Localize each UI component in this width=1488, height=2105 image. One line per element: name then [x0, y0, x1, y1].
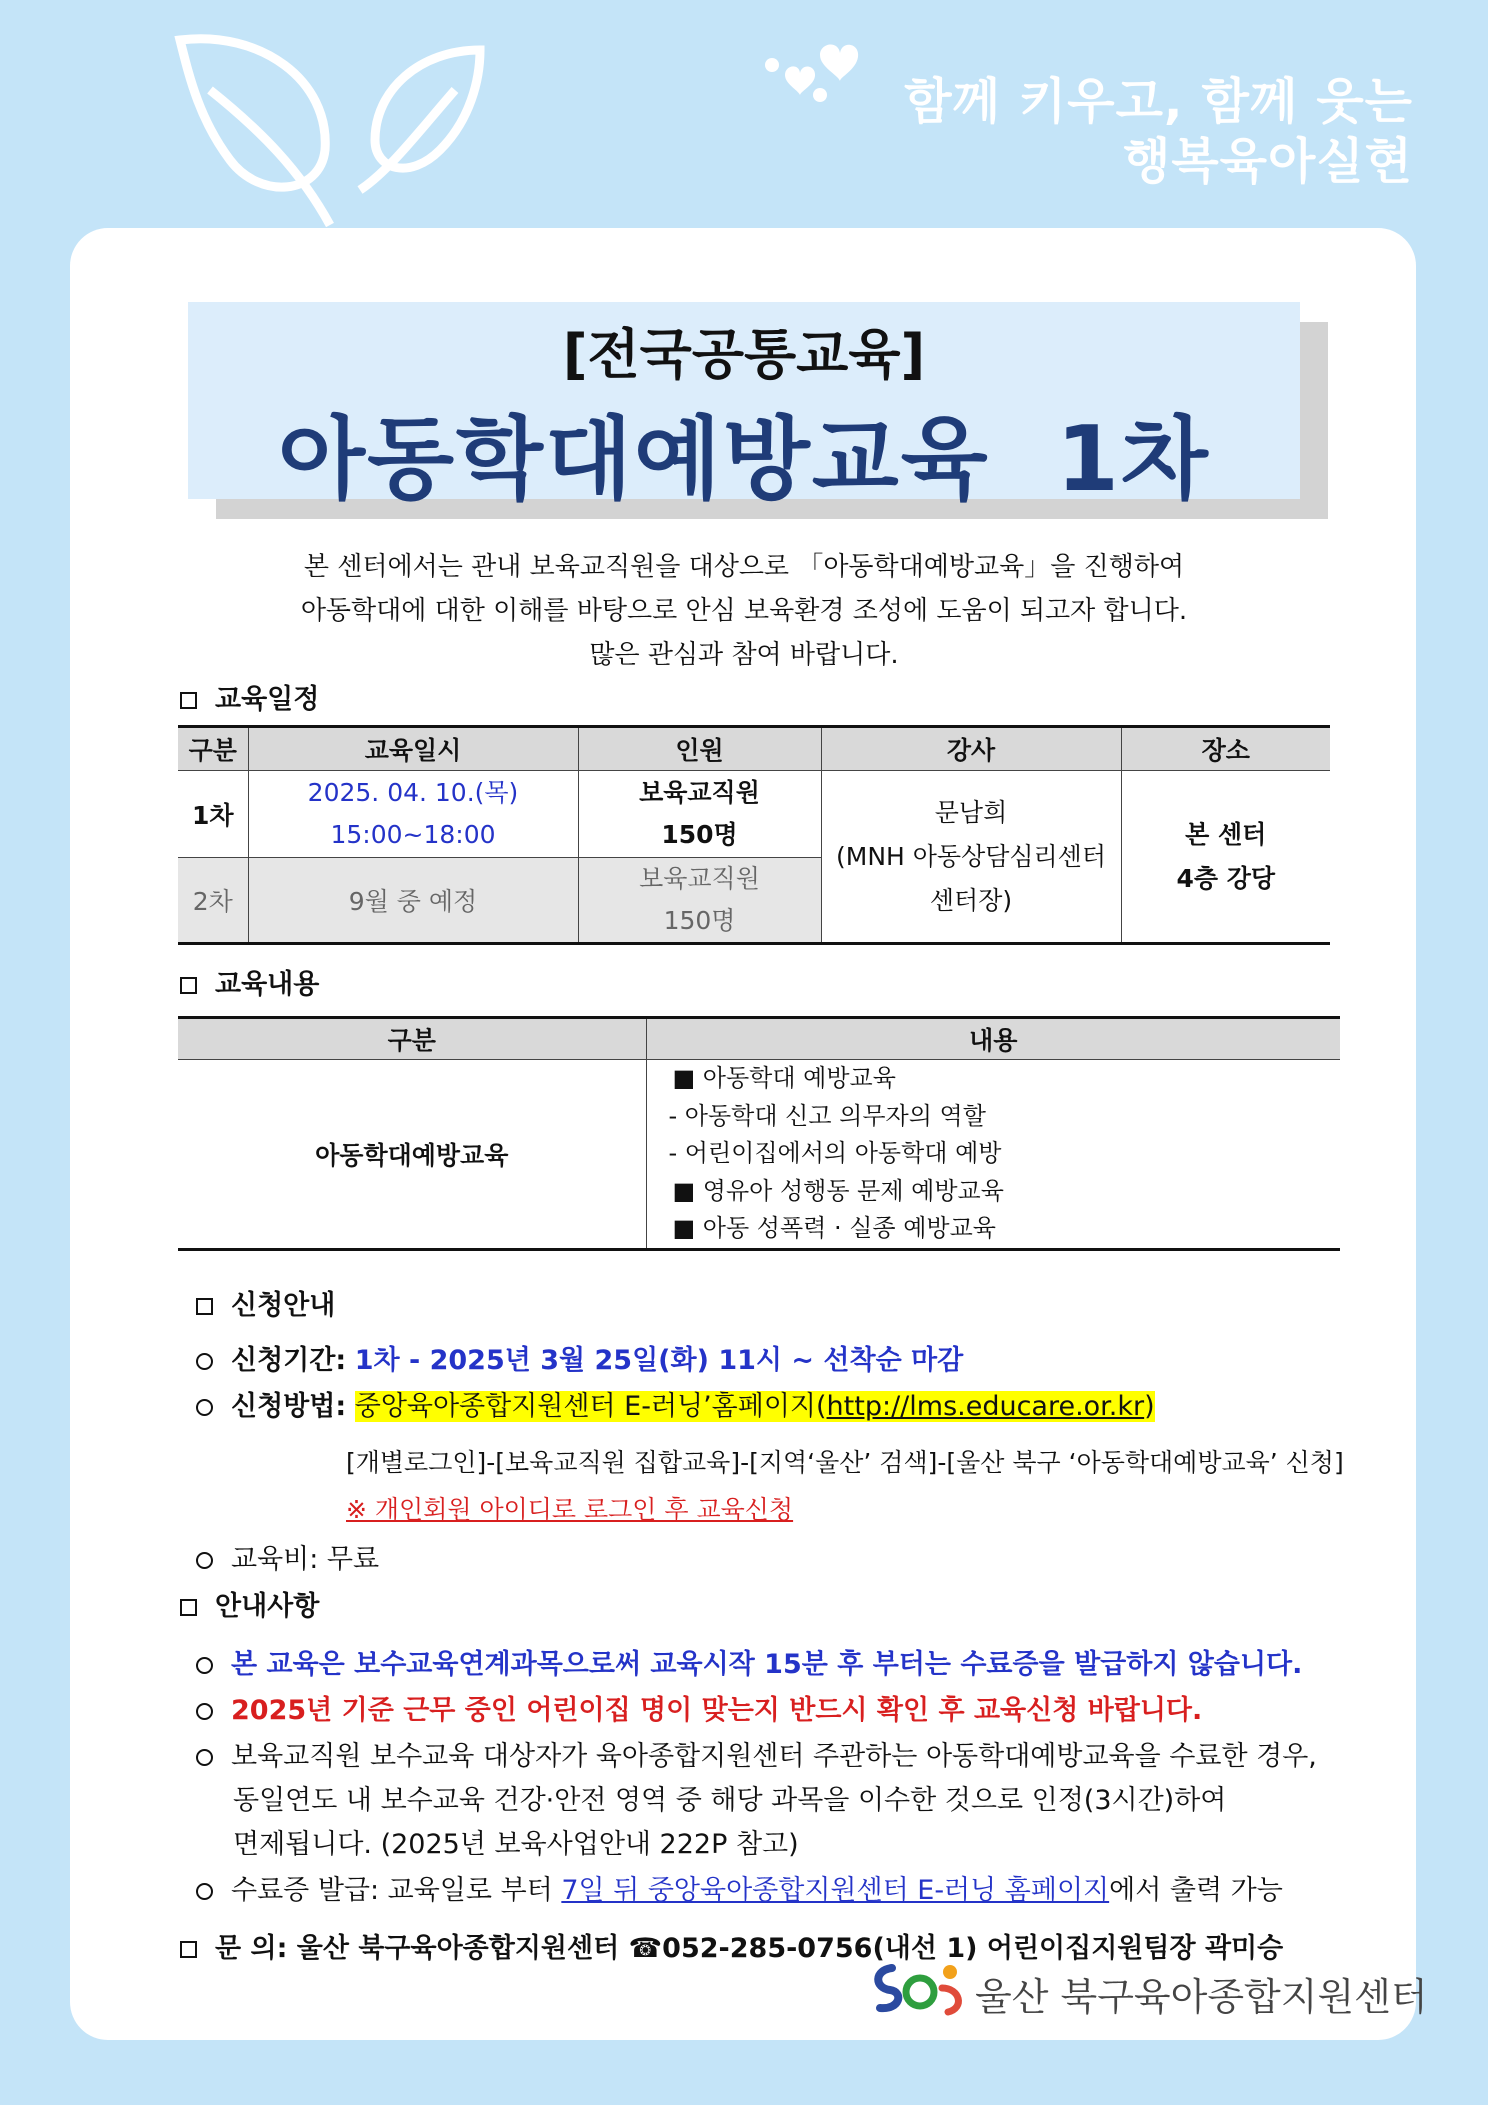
- square-bullet-icon: [180, 977, 197, 994]
- square-bullet-icon: [180, 1941, 197, 1958]
- slogan: [904, 72, 1413, 192]
- notice-heading: 안내사항: [180, 1584, 319, 1623]
- session-2-datetime: 9월 중 예정: [248, 858, 578, 944]
- col-header: 교육일시: [248, 727, 578, 771]
- square-bullet-icon: [196, 1298, 213, 1315]
- list-item: - 아동학대 신고 의무자의 역할: [668, 1101, 986, 1130]
- circle-bullet-icon: [196, 1883, 213, 1900]
- schedule-table: [178, 725, 1330, 945]
- intro-line-2: 아동학대에 대한 이해를 바탕으로 안심 보육환경 조성에 도움이 되고자 합니다.: [300, 596, 1188, 626]
- leaf-decoration-icon: [170, 20, 500, 230]
- session-2: 2차: [178, 858, 248, 944]
- contact: 문 의: 울산 북구육아종합지원센터 ☎052-285-0756(내선 1) 어린이집지원팀장 곽미승: [180, 1926, 1283, 1965]
- notice-3-cont2: 면제됩니다. (2025년 보육사업안내 222P 참고): [233, 1829, 799, 1860]
- title-category: [전국공통교육]: [562, 323, 926, 386]
- session-1: 1차: [178, 771, 248, 858]
- hearts-icon: [760, 35, 860, 110]
- notice-3-cont: 동일연도 내 보수교육 건강·안전 영역 중 해당 과목을 이수한 것으로 인정(3시간)하여: [233, 1785, 1227, 1816]
- apply-period: 신청기간: 1차 - 2025년 3월 25일(화) 11시 ~ 선착순 마감: [196, 1338, 963, 1377]
- center-name: 울산 북구육아종합지원센터: [975, 1975, 1428, 2019]
- list-item: - 어린이집에서의 아동학대 예방: [668, 1139, 1002, 1167]
- content-items: [646, 1060, 1340, 1250]
- notice-4: 수료증 발급: 교육일로 부터 7일 뒤 중앙육아종합지원센터 E-러닝 홈페이지에서 출력 가능: [196, 1868, 1283, 1907]
- intro-line-1: 본 센터에서는 관내 보육교직원을 대상으로 「아동학대예방교육」을 진행하여: [303, 552, 1185, 582]
- col-header: 장소: [1121, 727, 1330, 771]
- notice-1: 본 교육은 보수교육연계과목으로써 교육시작 15분 후 부터는 수료증을 발급하지 않습니다.: [196, 1642, 1302, 1681]
- list-item: ■ 아동 성폭력 · 실종 예방교육: [672, 1214, 996, 1242]
- educare-link[interactable]: http://lms.educare.or.kr: [826, 1391, 1145, 1422]
- title-box: [188, 302, 1300, 512]
- col-header: 인원: [578, 727, 821, 771]
- apply-heading: 신청안내: [196, 1283, 335, 1322]
- slogan-line-1: 함께 키우고, 함께 웃는: [904, 73, 1413, 130]
- apply-fee: 교육비: 무료: [196, 1537, 379, 1576]
- list-item: ■ 영유아 성행동 문제 예방교육: [672, 1176, 1004, 1205]
- square-bullet-icon: [180, 1599, 197, 1616]
- col-header: 내용: [646, 1018, 1340, 1060]
- circle-bullet-icon: [196, 1399, 213, 1416]
- session-2-people: 보육교직원 150명: [578, 858, 821, 944]
- content-category: 아동학대예방교육: [178, 1060, 646, 1250]
- apply-note: ※ 개인회원 아이디로 로그인 후 교육신청: [346, 1495, 794, 1524]
- square-bullet-icon: [180, 692, 197, 709]
- instructor-cell: 문남희 (MNH 아동상담심리센터 센터장): [821, 771, 1121, 944]
- circle-bullet-icon: [196, 1703, 213, 1720]
- apply-path: [개별로그인]-[보육교직원 집합교육]-[지역‘울산’ 검색]-[울산 북구 ‘아동학대예방교육’ 신청]: [346, 1448, 1344, 1477]
- elearning-link[interactable]: 7일 뒤 중앙육아종합지원센터 E-러닝 홈페이지: [561, 1875, 1110, 1906]
- notice-3: 보육교직원 보수교육 대상자가 육아종합지원센터 주관하는 아동학대예방교육을 수료한 경우,: [196, 1734, 1317, 1773]
- content-table: [178, 1016, 1340, 1251]
- circle-bullet-icon: [196, 1353, 213, 1370]
- circle-bullet-icon: [196, 1657, 213, 1674]
- apply-method: 신청방법: 중앙육아종합지원센터 E-러닝’홈페이지(http://lms.educare.or.kr): [196, 1384, 1155, 1423]
- col-header: 구분: [178, 1018, 646, 1060]
- col-header: 구분: [178, 727, 248, 771]
- content-heading: 교육내용: [180, 962, 319, 1001]
- col-header: 강사: [821, 727, 1121, 771]
- place-cell: 본 센터 4층 강당: [1121, 771, 1330, 944]
- intro-line-3: 많은 관심과 참여 바랍니다.: [589, 640, 899, 670]
- session-1-people: 보육교직원 150명: [578, 771, 821, 858]
- session-1-datetime: 2025. 04. 10.(목) 15:00~18:00: [248, 771, 578, 858]
- circle-bullet-icon: [196, 1749, 213, 1766]
- slogan-line-2: 행복육아실현: [1122, 133, 1413, 190]
- page-title: 아동학대예방교육 1차: [278, 407, 1210, 512]
- schedule-heading: 교육일정: [180, 677, 319, 716]
- list-item: ■ 아동학대 예방교육: [672, 1064, 896, 1092]
- center-logo-icon: [870, 1958, 970, 2018]
- notice-2: 2025년 기준 근무 중인 어린이집 명이 맞는지 반드시 확인 후 교육신청 바랍니다.: [196, 1688, 1202, 1727]
- circle-bullet-icon: [196, 1552, 213, 1569]
